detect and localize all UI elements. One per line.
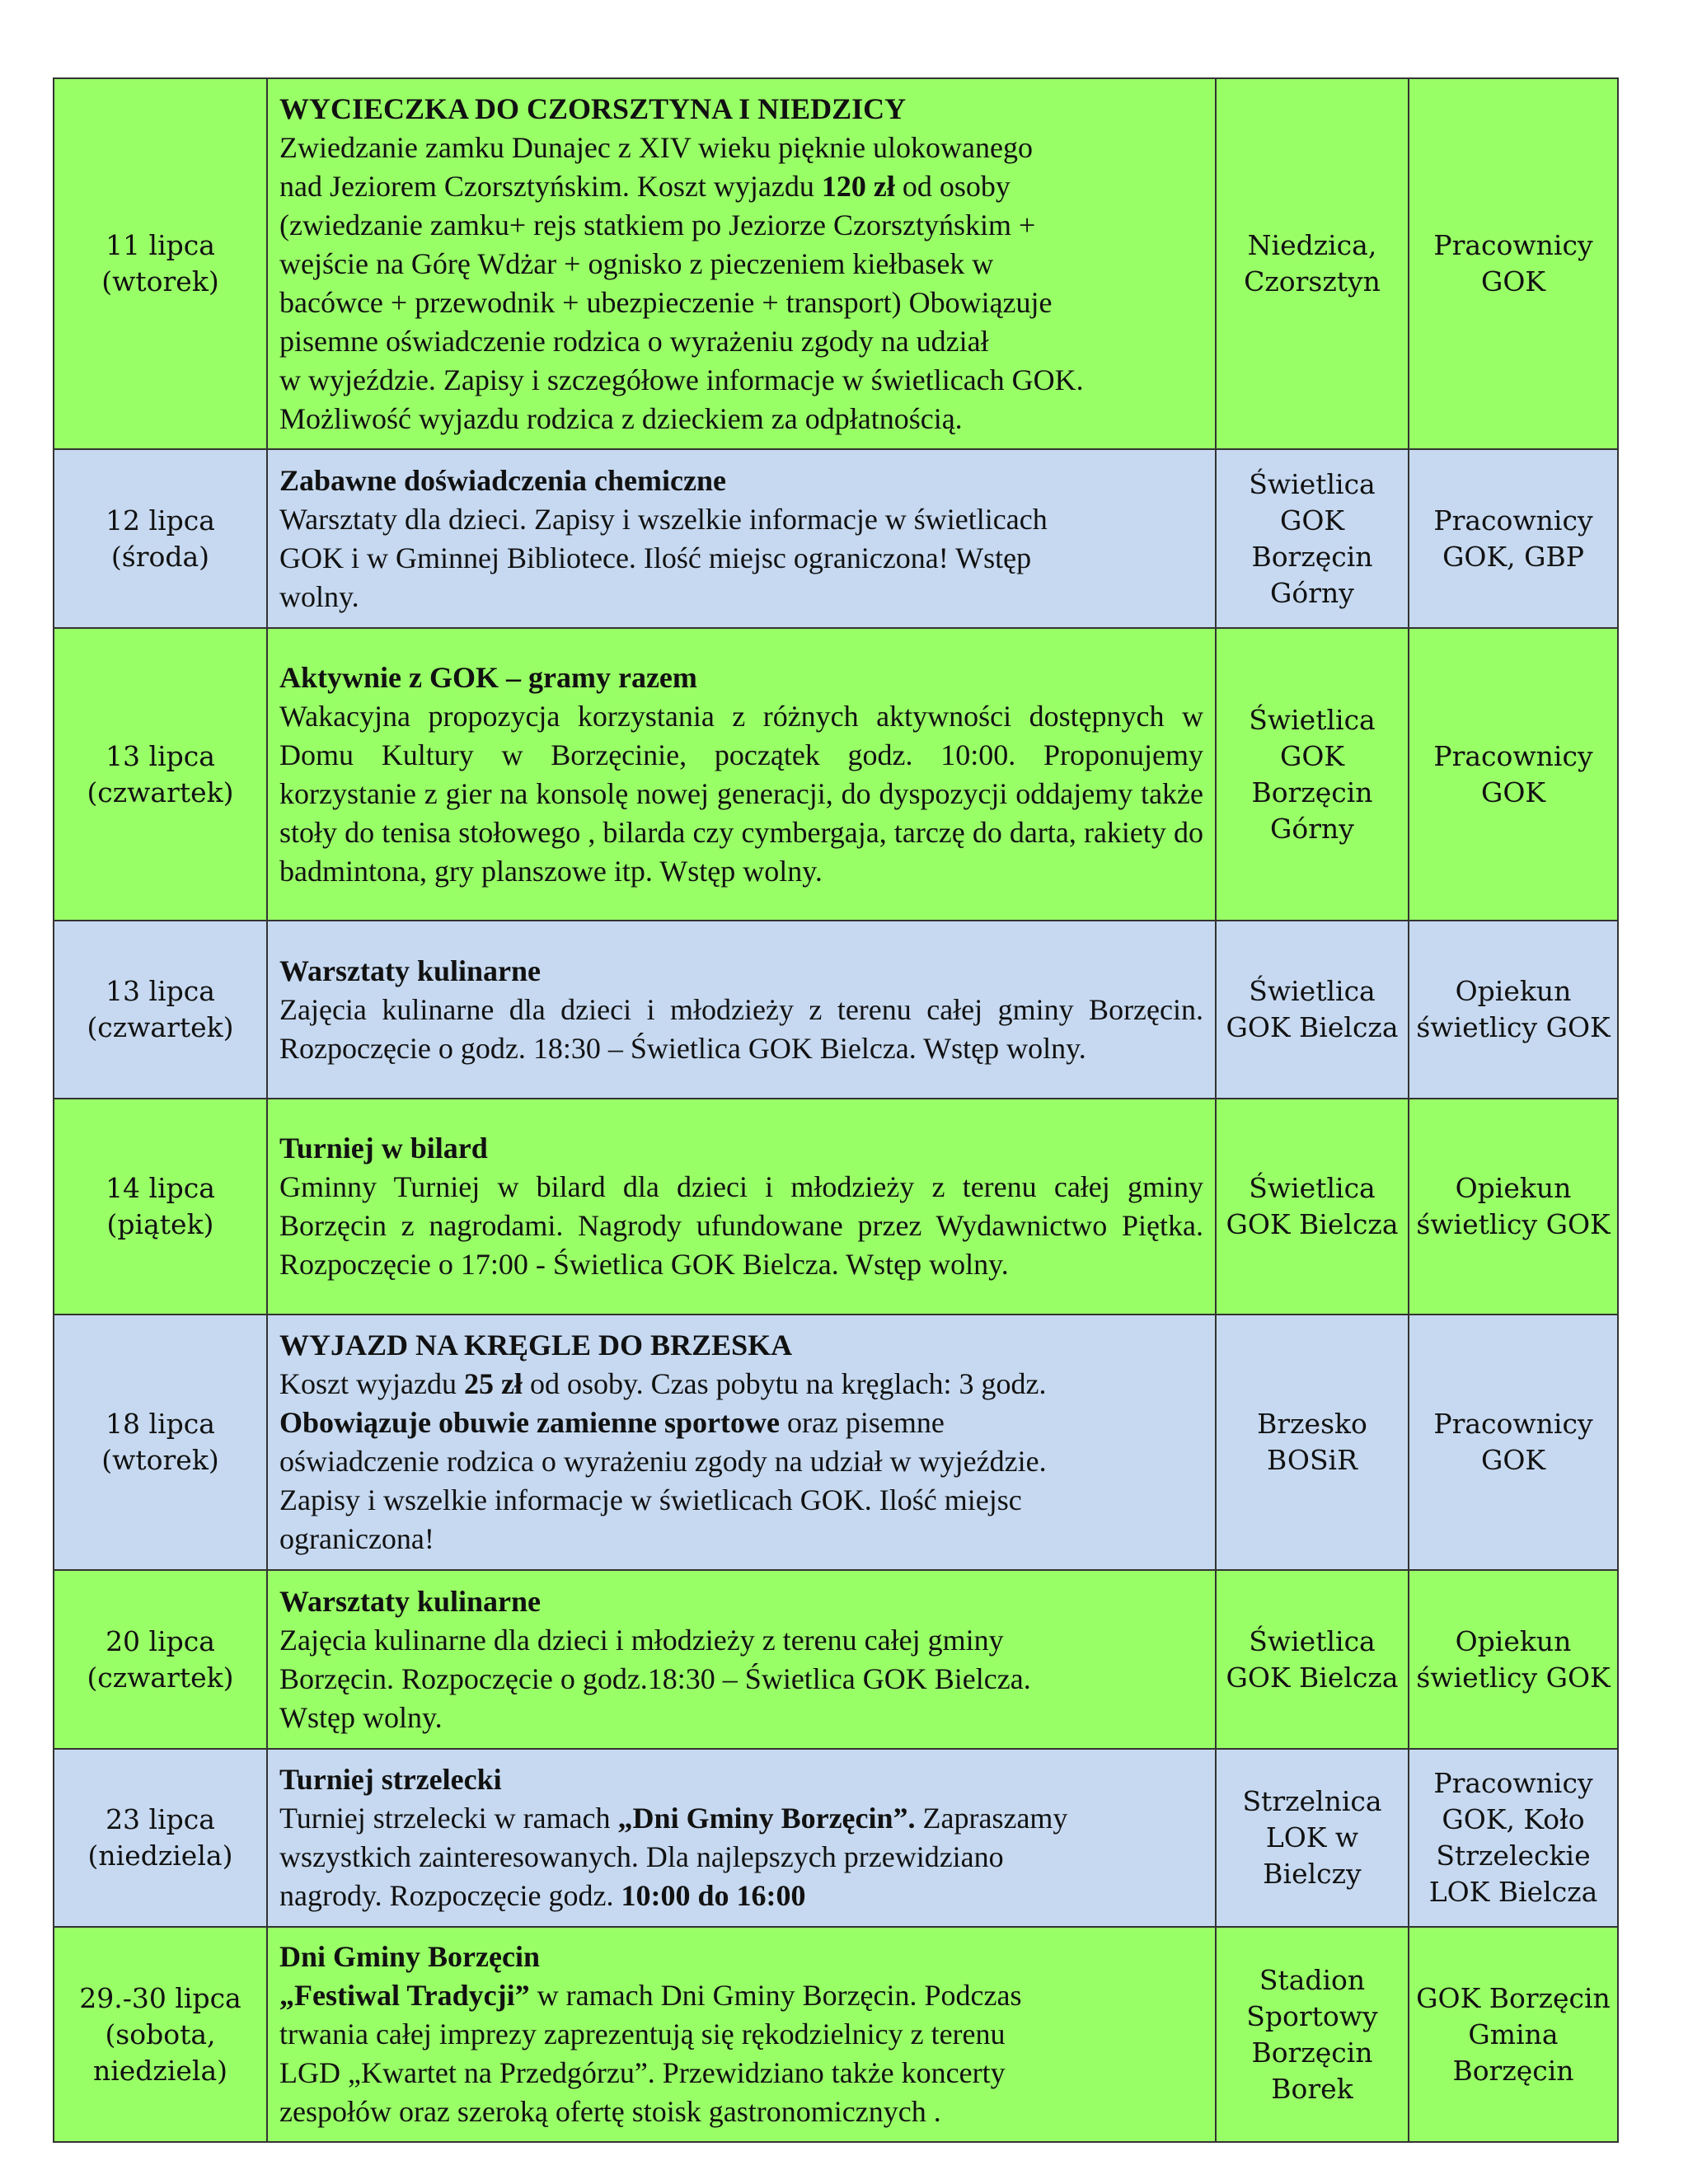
text-run: od osoby	[894, 169, 1010, 203]
event-description	[279, 1365, 1203, 1558]
event-weekday: (piątek)	[106, 1208, 214, 1240]
text-run: Borzęcin. Rozpoczęcie o godz.18:30 – Świetlica GOK Bielcza.	[279, 1661, 1031, 1695]
event-weekday: (czwartek)	[87, 1011, 234, 1043]
event-place: Świetlica	[1249, 1624, 1376, 1657]
event-title: WYJAZD NA KRĘGLE DO BRZESKA	[279, 1329, 793, 1361]
event-title: WYCIECZKA DO CZORSZTYNA I NIEDZICY	[279, 91, 907, 125]
event-organizer-cell	[1409, 921, 1618, 1099]
text-run: bacówce + przewodnik + ubezpieczenie + transport) Obowiązuje	[279, 285, 1053, 319]
description-line	[279, 129, 1203, 167]
description-line	[279, 1621, 1203, 1660]
event-organizer: Opiekun	[1455, 975, 1572, 1007]
event-description-cell	[267, 449, 1216, 628]
description-line	[279, 1660, 1203, 1699]
description-line	[279, 2015, 1203, 2054]
description-line	[279, 1365, 1203, 1404]
schedule-body	[54, 78, 1618, 2142]
event-organizer-cell	[1409, 1749, 1618, 1927]
text-run: (zwiedzanie zamku+ rejs statkiem po Jeziorze Czorsztyńskim +	[279, 208, 1036, 241]
event-title: Warsztaty kulinarne	[279, 1584, 542, 1618]
event-description	[279, 697, 1203, 891]
event-date-cell	[54, 1570, 267, 1749]
event-date: 14 lipca	[106, 1172, 215, 1204]
event-place: Bielczy	[1263, 1858, 1362, 1890]
event-weekday: (czwartek)	[87, 1661, 234, 1694]
event-description	[279, 129, 1203, 438]
event-place: GOK	[1279, 504, 1345, 537]
text-run: Wstęp wolny.	[279, 1700, 443, 1734]
event-description-cell	[267, 1749, 1216, 1927]
event-title: Turniej w bilard	[279, 1132, 488, 1165]
event-row	[54, 1315, 1618, 1570]
description-line	[279, 1799, 1203, 1838]
event-date-cell	[54, 449, 267, 628]
event-organizer: GOK, GBP	[1442, 540, 1584, 573]
event-row	[54, 1570, 1618, 1749]
event-place: BOSiR	[1267, 1444, 1357, 1476]
event-row	[54, 921, 1618, 1099]
text-run: wolny.	[279, 579, 359, 613]
description-line	[279, 2093, 1203, 2131]
text-run: trwania całej imprezy zaprezentują się rękodzielnicy z terenu	[279, 2018, 1006, 2050]
event-weekday: niedziela)	[92, 2054, 228, 2087]
event-description	[279, 1621, 1203, 1737]
text-run: Zwiedzanie zamku Dunajec z XIV wieku pięknie ulokowanego	[279, 130, 1034, 164]
event-organizer: świetlicy GOK	[1416, 1011, 1611, 1043]
event-place: GOK Bielcza	[1226, 1011, 1399, 1043]
event-weekday: (czwartek)	[87, 776, 234, 808]
text-run: nad Jeziorem Czorsztyńskim. Koszt wyjazdu	[279, 169, 822, 203]
event-place: GOK Bielcza	[1226, 1661, 1399, 1694]
event-description	[279, 500, 1203, 616]
description-line	[279, 991, 1203, 1068]
event-organizer: Opiekun	[1455, 1172, 1572, 1204]
text-run: w wyjeździe. Zapisy i szczegółowe informacje w świetlicach GOK.	[279, 363, 1084, 396]
description-line	[279, 167, 1203, 206]
event-place-cell	[1216, 921, 1409, 1099]
bold-text: 120 zł	[821, 169, 895, 203]
event-organizer-cell	[1409, 1927, 1618, 2142]
bold-text: „Festiwal Tradycji”	[279, 1979, 530, 2012]
text-run: Zajęcia kulinarne dla dzieci i młodzieży z terenu całej gminy Borzęcin. Rozpoczęcie o godz. 18:30 – Świetlica GOK Bielcza. Wstęp wolny.	[279, 992, 1203, 1065]
events-schedule-table	[53, 77, 1619, 2143]
description-line	[279, 400, 1203, 438]
event-description-cell	[267, 1927, 1216, 2142]
text-run: LGD „Kwartet na Przedgórzu”. Przewidziano także koncerty	[279, 2056, 1006, 2089]
event-description	[279, 1799, 1203, 1915]
event-organizer-cell	[1409, 628, 1618, 921]
text-run: Zapraszamy	[915, 1802, 1068, 1835]
event-place: LOK w	[1265, 1821, 1359, 1854]
description-line	[279, 539, 1203, 578]
event-date: 23 lipca	[106, 1803, 215, 1835]
text-run: ograniczona!	[279, 1522, 434, 1555]
event-place-cell	[1216, 1927, 1409, 2142]
description-line	[279, 697, 1203, 891]
event-date-cell	[54, 1927, 267, 2142]
event-place-cell	[1216, 628, 1409, 921]
event-organizer: Pracownicy	[1433, 1767, 1593, 1799]
text-run: Zapisy i wszelkie informacje w świetlicach GOK. Ilość miejsc	[279, 1483, 1022, 1516]
description-line	[279, 1404, 1203, 1442]
event-date: 20 lipca	[106, 1624, 215, 1657]
event-place: Czorsztyn	[1244, 265, 1381, 298]
event-row	[54, 1749, 1618, 1927]
text-run: wszystkich zainteresowanych. Dla najlepszych przewidziano	[279, 1840, 1004, 1873]
text-run: GOK i w Gminnej Bibliotece. Ilość miejsc ograniczona! Wstęp	[279, 541, 1032, 574]
event-date-cell	[54, 1099, 267, 1315]
description-line	[279, 1442, 1203, 1481]
text-run: Koszt wyjazdu	[279, 1367, 464, 1400]
event-place: Świetlica	[1249, 975, 1376, 1007]
text-run: Zajęcia kulinarne dla dzieci i młodzieży z terenu całej gminy	[279, 1623, 1004, 1657]
event-weekday: (wtorek)	[101, 265, 219, 298]
event-date: 12 lipca	[106, 504, 215, 537]
event-organizer-cell	[1409, 449, 1618, 628]
event-place: GOK Bielcza	[1226, 1208, 1399, 1240]
event-place: Sportowy	[1246, 1999, 1378, 2032]
event-place: Górny	[1270, 576, 1354, 609]
event-description-cell	[267, 921, 1216, 1099]
event-place: Górny	[1270, 812, 1354, 845]
event-organizer: GOK Borzęcin	[1416, 1981, 1611, 2014]
event-title: Zabawne doświadczenia chemiczne	[279, 463, 726, 497]
event-date-cell	[54, 78, 267, 449]
event-description-cell	[267, 1570, 1216, 1749]
event-place: Borzęcin	[1251, 776, 1373, 808]
text-run: oświadczenie rodzica o wyrażeniu zgody na udział w wyjeździe.	[279, 1445, 1047, 1478]
event-organizer-cell	[1409, 1315, 1618, 1570]
description-line	[279, 322, 1203, 361]
event-date-cell	[54, 1749, 267, 1927]
event-title: Warsztaty kulinarne	[279, 954, 542, 987]
event-weekday: (wtorek)	[101, 1444, 219, 1476]
event-row	[54, 449, 1618, 628]
description-line	[279, 1699, 1203, 1737]
text-run: wejście na Górę Wdżar + ognisko z pieczeniem kiełbasek w	[279, 246, 994, 280]
event-place: Niedzica,	[1247, 229, 1377, 261]
text-run: oraz pisemne	[779, 1406, 945, 1439]
event-title: Aktywnie z GOK – gramy razem	[279, 660, 697, 694]
event-organizer-cell	[1409, 1099, 1618, 1315]
text-run: zespołów oraz szeroką ofertę stoisk gastronomicznych .	[279, 2095, 941, 2128]
event-description-cell	[267, 1315, 1216, 1570]
event-description-cell	[267, 1099, 1216, 1315]
event-date-cell	[54, 628, 267, 921]
event-title: Dni Gminy Borzęcin	[279, 1940, 540, 1973]
event-organizer: Strzeleckie	[1436, 1840, 1591, 1872]
bold-text: 25 zł	[463, 1367, 523, 1400]
event-place-cell	[1216, 1315, 1409, 1570]
text-run: Warsztaty dla dzieci. Zapisy i wszelkie informacje w świetlicach	[279, 502, 1048, 536]
event-organizer: GOK	[1480, 265, 1546, 298]
description-line	[279, 284, 1203, 322]
text-run: w ramach Dni Gminy Borzęcin. Podczas	[529, 1979, 1022, 2012]
description-line	[279, 500, 1203, 539]
event-organizer: Pracownicy	[1433, 229, 1593, 261]
event-organizer: Borzęcin	[1452, 2054, 1574, 2087]
text-run: Możliwość wyjazdu rodzica z dzieckiem za odpłatnością.	[279, 401, 963, 435]
event-weekday: (niedziela)	[87, 1840, 233, 1872]
description-line	[279, 1481, 1203, 1520]
event-date: 11 lipca	[106, 229, 215, 261]
description-line	[279, 1168, 1203, 1284]
event-place: Borek	[1271, 2072, 1353, 2105]
event-organizer-cell	[1409, 78, 1618, 449]
event-place: Brzesko	[1257, 1408, 1367, 1440]
event-place: Świetlica	[1249, 1172, 1376, 1204]
description-line	[279, 1838, 1203, 1877]
bold-text: „Dni Gminy Borzęcin”.	[617, 1802, 916, 1835]
event-description-cell	[267, 78, 1216, 449]
event-organizer: świetlicy GOK	[1416, 1208, 1611, 1240]
event-organizer: Gmina	[1468, 2018, 1559, 2050]
event-place: Świetlica	[1249, 703, 1376, 736]
event-description	[279, 1976, 1203, 2131]
event-organizer: Opiekun	[1455, 1624, 1572, 1657]
event-place-cell	[1216, 78, 1409, 449]
bold-text: 10:00 do 16:00	[621, 1879, 806, 1912]
description-line	[279, 206, 1203, 245]
description-line	[279, 1877, 1203, 1915]
event-place: GOK	[1279, 739, 1345, 772]
text-run: od osoby. Czas pobytu na kręglach: 3 godz.	[522, 1367, 1047, 1400]
event-place-cell	[1216, 1099, 1409, 1315]
text-run: pisemne oświadczenie rodzica o wyrażeniu zgody na udział	[279, 324, 989, 358]
event-date: 13 lipca	[106, 975, 215, 1007]
event-row	[54, 1927, 1618, 2142]
event-organizer: GOK	[1480, 1444, 1546, 1476]
description-line	[279, 1520, 1203, 1558]
description-line	[279, 2054, 1203, 2093]
text-run: Wakacyjna propozycja korzystania z różnych aktywności dostępnych w Domu Kultury w Borzęcinie, początek godz. 10:00. Proponujemy korzystanie z gier na konsolę nowej generacji, do dyspozycji oddajemy także stoły do tenisa stołowego , bilarda czy cymbergaja, tarczę do darta, rakiety do badmintona, gry planszowe itp. Wstęp wolny.	[279, 699, 1203, 888]
bold-text: Obowiązuje obuwie zamienne sportowe	[279, 1406, 780, 1439]
event-place: Strzelnica	[1242, 1785, 1382, 1817]
event-organizer: Pracownicy	[1433, 1408, 1593, 1440]
description-line	[279, 578, 1203, 616]
text-run: Gminny Turniej w bilard dla dzieci i młodzieży z terenu całej gminy Borzęcin z nagrodami. Nagrody ufundowane przez Wydawnictwo Piętka. Rozpoczęcie o 17:00 - Świetlica GOK Bielcza. Wstęp wolny.	[279, 1170, 1203, 1281]
text-run: nagrody. Rozpoczęcie godz.	[279, 1879, 621, 1912]
event-description-cell	[267, 628, 1216, 921]
event-organizer: GOK	[1480, 776, 1546, 808]
event-description	[279, 1168, 1203, 1284]
event-date: 29.-30 lipca	[79, 1981, 241, 2014]
event-row	[54, 1099, 1618, 1315]
event-organizer: GOK, Koło	[1442, 1803, 1585, 1835]
event-place: Borzęcin	[1251, 540, 1373, 573]
event-date-cell	[54, 1315, 267, 1570]
event-date-cell	[54, 921, 267, 1099]
event-organizer: LOK Bielcza	[1428, 1876, 1598, 1908]
text-run: Turniej strzelecki w ramach	[279, 1802, 618, 1835]
event-place: Stadion	[1259, 1963, 1366, 1996]
event-place-cell	[1216, 1570, 1409, 1749]
description-line	[279, 361, 1203, 400]
event-place-cell	[1216, 1749, 1409, 1927]
event-description	[279, 991, 1203, 1068]
event-weekday: (sobota,	[105, 2018, 216, 2050]
event-organizer-cell	[1409, 1570, 1618, 1749]
event-organizer: Pracownicy	[1433, 739, 1593, 772]
event-date: 18 lipca	[106, 1408, 215, 1440]
event-place: Borzęcin	[1251, 2036, 1373, 2069]
description-line	[279, 1976, 1203, 2015]
event-place: Świetlica	[1249, 467, 1376, 500]
description-line	[279, 245, 1203, 284]
event-organizer: świetlicy GOK	[1416, 1661, 1611, 1694]
event-place-cell	[1216, 449, 1409, 628]
event-title: Turniej strzelecki	[279, 1763, 502, 1796]
event-row	[54, 78, 1618, 449]
event-weekday: (środa)	[110, 540, 210, 573]
event-date: 13 lipca	[106, 739, 215, 772]
event-organizer: Pracownicy	[1433, 504, 1593, 537]
event-row	[54, 628, 1618, 921]
